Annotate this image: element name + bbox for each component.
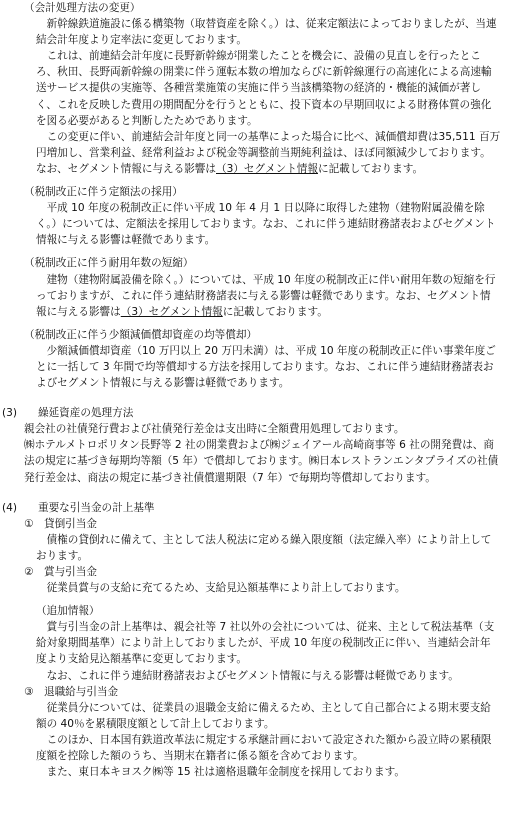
section-4-title: 重要な引当金の計上基準 xyxy=(38,501,155,514)
segment-info-link: （3）セグメント情報 xyxy=(216,162,318,175)
allowance-doubtful-body: 債権の貸倒れに備えて、主として法人税法に定める繰入限度額（法定繰入率）により計上しております。 xyxy=(36,533,492,562)
small-assets-heading: （税制改正に伴う少額減価償却資産の均等償却） xyxy=(24,328,258,341)
retirement-body-3: また、東日本キヨスク㈱等 15 社は適格退職年金制度を採用しております。 xyxy=(46,766,405,779)
straight-line-heading: （税制改正に伴う定額法の採用） xyxy=(24,186,183,199)
para-3-text-a: この変更に伴い、前連結会計年度と同一の基準によった場合に比べ、減価償却費は35,511 百万円増加し、営業利益、経常利益および税金等調整前当期純利益は、ほぼ同額減少しております。なお、セグメント情報に与える影響は xyxy=(36,130,501,175)
item-1-heading xyxy=(2,516,501,532)
deferred-assets-line-2: ㈱ホテルメトロポリタン長野等 2 社の開業費および㈱ジェイアール高崎商事等 6 社の開発費は、商法の規定に基づき毎期均等額（5 年）で償却しております。㈱日本レストランエンタプライズの社債発行差金は、商法の規定に基づき社債償還期限（7 年）で毎期均等償却しております。 xyxy=(24,439,499,484)
segment-info-link-2: （3）セグメント情報 xyxy=(120,305,223,318)
para-3-text-b: に記載しております。 xyxy=(317,162,424,175)
accounting-change-heading: （会計処理方法の変更） xyxy=(24,2,141,14)
section-4-number: (4) xyxy=(2,501,18,514)
straight-line-body: 平成 10 年度の税制改正に伴い平成 10 年 4 月 1 日以降に取得した建物（建物附属設備を除く。）については、定額法を採用しております。なお、これに伴う連結財務諸表およびセグメント情報に与える影響は軽微であります。 xyxy=(36,202,496,247)
item-2-number: ② xyxy=(24,566,34,578)
retirement-body-2: このほか、日本国有鉄道改革法に規定する承継計画において設定された額から設立時の累積限度額を控除した額のうち、当期末在籍者に係る額を含めております。 xyxy=(36,733,492,763)
item-3-title: 退職給与引当金 xyxy=(44,685,119,698)
accounting-change-para-1 xyxy=(2,16,501,48)
additional-info-heading: （追加情報） xyxy=(36,605,100,618)
para-1-text-a: 新幹線鉄道施設に係る構築物（取替資産を除く。）は、従来定額法によっておりました xyxy=(46,18,455,31)
useful-life-body xyxy=(2,272,501,320)
additional-info-body-2: なお、これに伴う連結財務諸表およびセグメント情報に与える影響は軽微であります。 xyxy=(46,669,459,682)
deferred-assets-line-1: 親会社の社債発行費および社債発行差金は支出時に全額費用処理しております。 xyxy=(24,423,405,436)
section-3-number: (3) xyxy=(2,407,18,420)
item-1-title: 貸倒引当金 xyxy=(44,517,97,530)
section-3-heading xyxy=(2,405,501,421)
item-3-heading xyxy=(2,684,501,700)
bonus-reserve-body: 従業員賞与の支給に充てるため、支給見込額基準により計上しております。 xyxy=(46,582,406,595)
item-1-number: ① xyxy=(24,517,34,530)
retirement-body-1: 従業員分については、従業員の退職金支給に備えるため、主として自己都合による期末要支給額の 40％を累積限度額として計上しております。 xyxy=(36,701,491,730)
accounting-change-para-2: これは、前連結会計年度に長野新幹線が開業したことを機会に、設備の見直しを行ったところ、秋田、長野両新幹線の開業に伴う運転本数の増加ならびに新幹線運行の高速化による高速輸送サービス提供の実施等、各種営業施策の実施に伴う当該構築物の経済的・機能的減価が著しく、これを反映した費用の期間配分を行うとともに、投下資本の早期回収による財務体質の強化を図る必要があると判断したためであります。 xyxy=(36,50,492,127)
additional-info-body-1: 賞与引当金の計上基準は、親会社等 7 社以外の会社については、従来、主として税法基準（支給対象期間基準）により計上しておりましたが、平成 10 年度の税制改正に伴い、当連結会計年度より支給見込額基準に変更しております。 xyxy=(36,621,495,666)
small-assets-body: 少額減価償却資産（10 万円以上 20 万円未満）は、平成 10 年度の税制改正に伴い事業年度ごとに一括して 3 年間で均等償却する方法を採用しております。なお、これに伴う連結財務諸表およびセグメント情報に与える影響は軽微であります。 xyxy=(36,344,496,390)
section-3-title: 繰延資産の処理方法 xyxy=(38,407,134,420)
accounting-change-para-3 xyxy=(2,129,501,177)
item-2-heading xyxy=(2,564,501,580)
useful-life-heading: （税制改正に伴う耐用年数の短縮） xyxy=(24,257,194,270)
section-4-heading xyxy=(2,500,501,516)
item-3-number: ③ xyxy=(24,685,34,698)
item-2-title: 賞与引当金 xyxy=(44,566,97,578)
useful-life-text-b: に記載しております。 xyxy=(222,305,328,318)
para-1-text-b: が、当連結会計年度より定率法に変更しております。 xyxy=(36,18,497,47)
useful-life-text-a: 建物（建物附属設備を除く。）については、平成 10 年度の税制改正に伴い耐用年数の短縮を行っておりますが、これに伴う連結財務諸表に与える影響は軽微であります。なお、セグメント情報に与える影響は xyxy=(36,273,496,318)
